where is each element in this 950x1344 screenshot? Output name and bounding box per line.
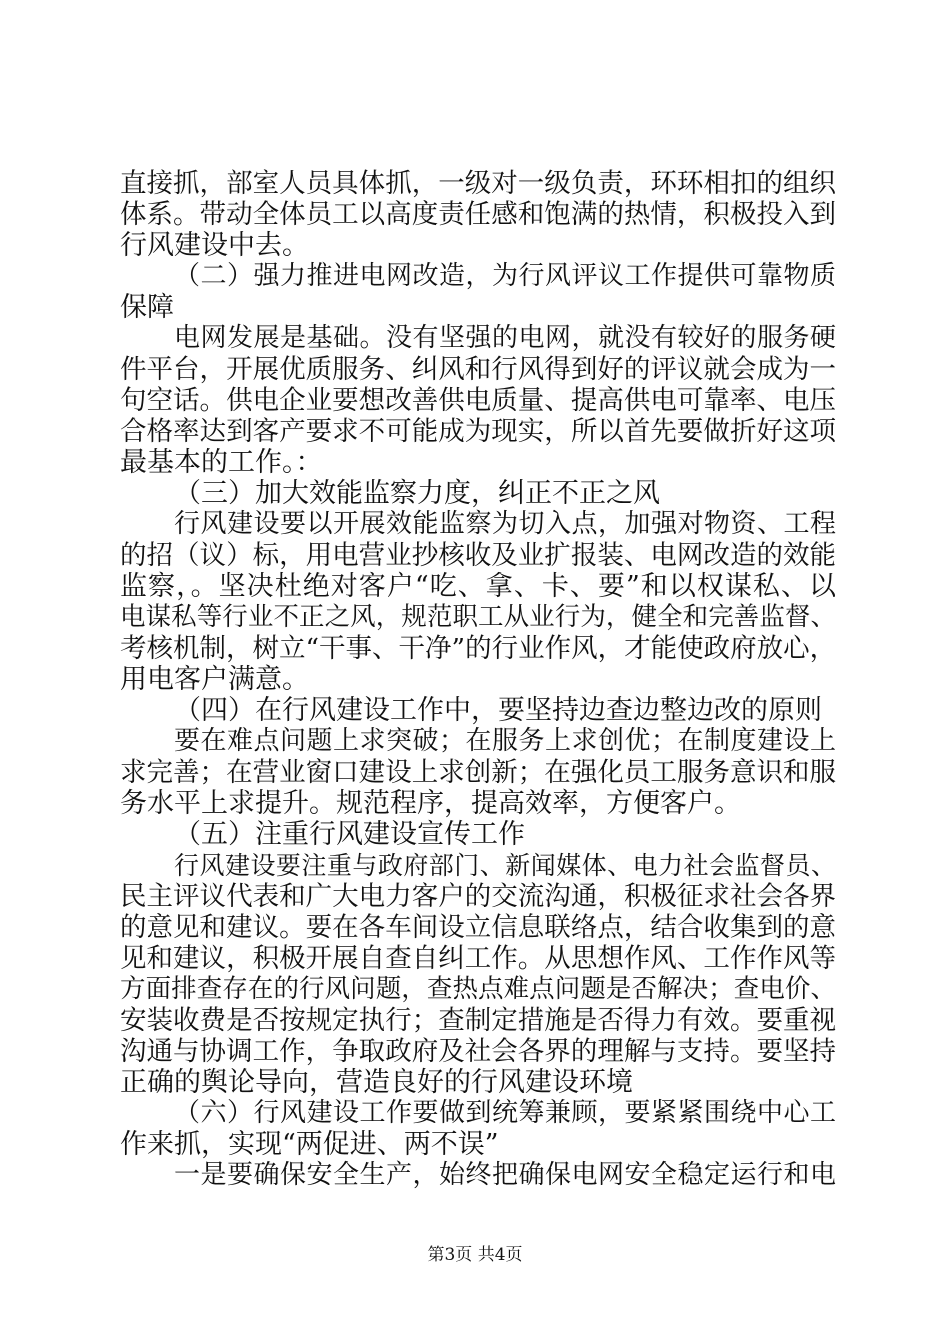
text-line: 正确的舆论导向，营造良好的行风建设环境: [120, 1067, 633, 1098]
text-line: 电谋私等行业不正之风，规范职工从业行为，健全和完善监督、: [120, 602, 836, 632]
text-line: 安装收费是否按规定执行；查制定措施是否得力有效。要重视: [120, 1005, 836, 1036]
text-line: 方面排查存在的行风问题，查热点难点问题是否解决；查电价、: [120, 974, 836, 1004]
text-line: 民主评议代表和广大电力客户的交流沟通，积极征求社会各界: [120, 881, 836, 912]
text-line: 考核机制，树立“干事、干净”的行业作风，才能使政府放心，: [120, 633, 836, 664]
text-line: 最基本的工作。：: [120, 447, 323, 478]
text-line: 的招（议）标，用电营业抄核收及业扩报装、电网改造的效能: [120, 540, 836, 571]
text-line: 行风建设要注重与政府部门、新闻媒体、电力社会监督员、: [174, 851, 836, 880]
text-line: 的意见和建议。要在各车间设立信息联络点，结合收集到的意: [120, 912, 836, 943]
text-line: 保障: [120, 292, 174, 323]
text-line: 行风建设要以开展效能监察为切入点，加强对物资、工程: [174, 509, 836, 539]
text-line: （三）加大效能监察力度，纠正不正之风: [174, 478, 660, 509]
text-line: 直接抓，部室人员具体抓，一级对一级负责，环环相扣的组织: [120, 168, 836, 199]
text-line: 务水平上求提升。规范程序，提高效率，方便客户。: [120, 788, 741, 819]
text-line: 合格率达到客产要求不可能成为现实，所以首先要做折好这项: [120, 416, 836, 447]
text-line: 作来抓，实现“两促进、两不误”: [120, 1129, 499, 1160]
text-line: 监察，。坚决杜绝对客户“吃、拿、卡、要”和以权谋私、以: [120, 571, 836, 602]
text-line: （二）强力推进电网改造，为行风评议工作提供可靠物质: [174, 261, 836, 291]
text-line: （四）在行风建设工作中，要坚持边查边整边改的原则: [174, 695, 822, 726]
text-line: （五）注重行风建设宣传工作: [174, 819, 525, 850]
text-line: 件平台，开展优质服务、纠风和行风得到好的评议就会成为一: [120, 354, 836, 385]
page-number-footer: 第3页 共4页: [427, 1245, 523, 1265]
text-line: 行风建设中去。: [120, 230, 309, 261]
text-line: 句空话。供电企业要想改善供电质量、提高供电可靠率、电压: [120, 385, 836, 416]
text-line: 见和建议，积极开展自查自纠工作。从思想作风、工作作风等: [120, 943, 836, 974]
document-body: [120, 168, 836, 1191]
text-line: （六）行风建设工作要做到统筹兼顾，要紧紧围绕中心工: [174, 1098, 836, 1128]
text-line: 体系。带动全体员工以高度责任感和饱满的热情，积极投入到: [120, 199, 836, 230]
text-line: 电网发展是基础。没有坚强的电网，就没有较好的服务硬: [174, 323, 836, 353]
text-line: 求完善；在营业窗口建设上求创新；在强化员工服务意识和服: [120, 757, 836, 788]
text-line: 用电客户满意。: [120, 664, 309, 695]
text-line: 沟通与协调工作，争取政府及社会各界的理解与支持。要坚持: [120, 1036, 836, 1067]
text-line: 要在难点问题上求突破；在服务上求创优；在制度建设上: [174, 726, 836, 756]
text-line: 一是要确保安全生产，始终把确保电网安全稳定运行和电: [174, 1160, 836, 1190]
